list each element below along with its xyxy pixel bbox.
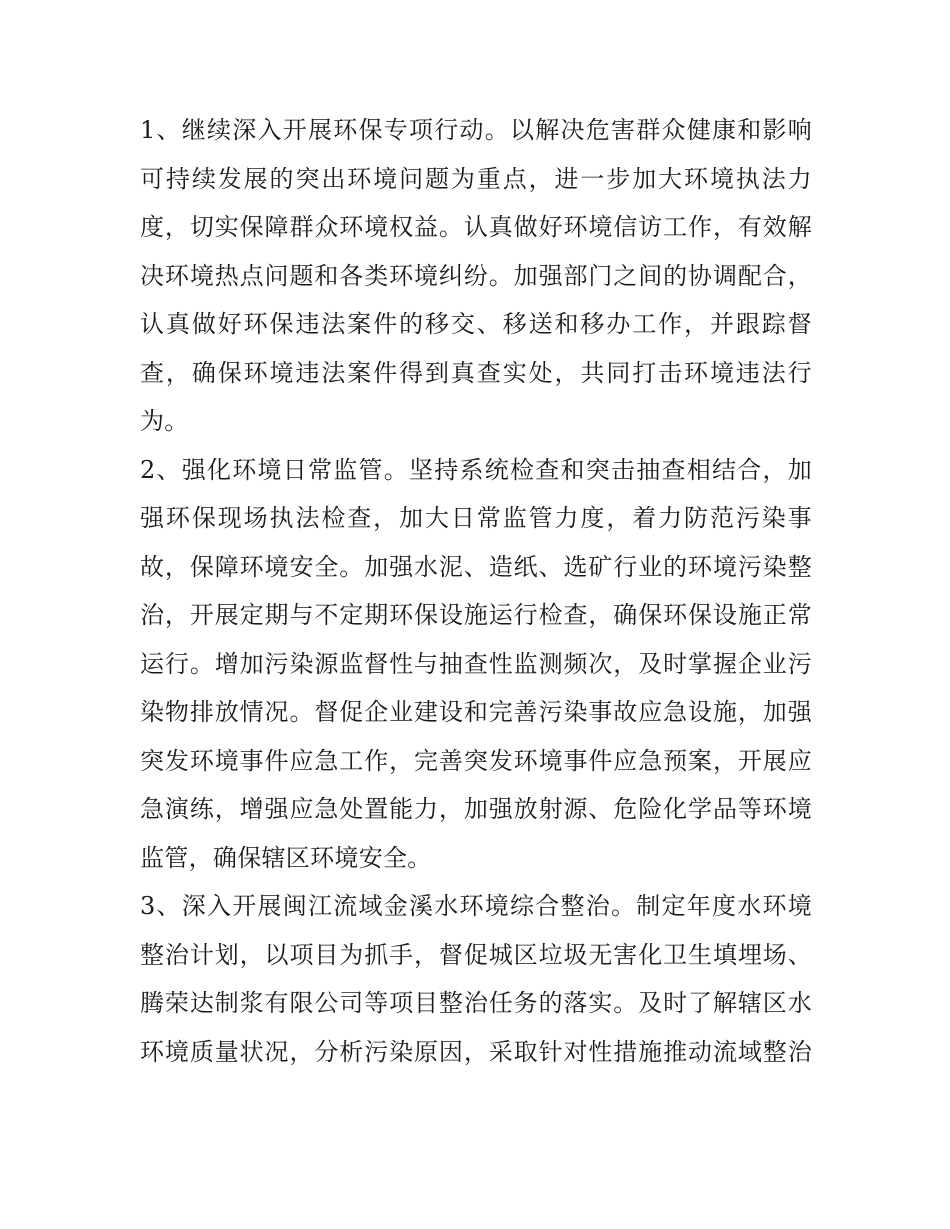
- document-body: [140, 106, 812, 1076]
- text-line: 整治计划，以项目为抓手，督促城区垃圾无害化卫生填埋场、: [140, 940, 812, 969]
- text-line: 监管，确保辖区环境安全。: [140, 843, 432, 872]
- text-line: 1、继续深入开展环保专项行动。以解决危害群众健康和影响: [140, 116, 812, 144]
- text-line: 查，确保环境违法案件得到真查实处，共同打击环境违法行: [140, 358, 812, 387]
- text-line: 运行。增加污染源监督性与抽查性监测频次，及时掌握企业污: [140, 649, 812, 678]
- text-line: 决环境热点问题和各类环境纠纷。加强部门之间的协调配合，: [140, 261, 812, 290]
- text-line: 为。: [140, 407, 189, 435]
- text-line: 环境质量状况，分析污染原因，采取针对性措施推动流域整治: [140, 1037, 812, 1066]
- text-line: 腾荣达制浆有限公司等项目整治任务的落实。及时了解辖区水: [140, 989, 812, 1017]
- text-line: 治，开展定期与不定期环保设施运行检查，确保环保设施正常: [140, 601, 812, 629]
- text-line: 染物排放情况。督促企业建设和完善污染事故应急设施，加强: [140, 698, 812, 726]
- text-line: 度，切实保障群众环境权益。认真做好环境信访工作，有效解: [140, 213, 812, 241]
- text-line: 急演练，增强应急处置能力，加强放射源、危险化学品等环境: [140, 795, 812, 823]
- text-line: 认真做好环保违法案件的移交、移送和移办工作，并跟踪督: [140, 310, 812, 338]
- paragraph-3: [140, 882, 812, 1076]
- text-line: 故，保障环境安全。加强水泥、造纸、选矿行业的环境污染整: [140, 552, 812, 581]
- text-line: 2、强化环境日常监管。坚持系统检查和突击抽查相结合，加: [140, 455, 812, 484]
- text-line: 强环保现场执法检查，加大日常监管力度，着力防范污染事: [140, 504, 812, 532]
- text-line: 3、深入开展闽江流域金溪水环境综合整治。制定年度水环境: [140, 892, 812, 920]
- text-line: 可持续发展的突出环境问题为重点，进一步加大环境执法力: [140, 164, 812, 193]
- paragraph-2: [140, 446, 812, 883]
- text-line: 突发环境事件应急工作，完善突发环境事件应急预案，开展应: [140, 746, 812, 775]
- paragraph-1: [140, 106, 812, 446]
